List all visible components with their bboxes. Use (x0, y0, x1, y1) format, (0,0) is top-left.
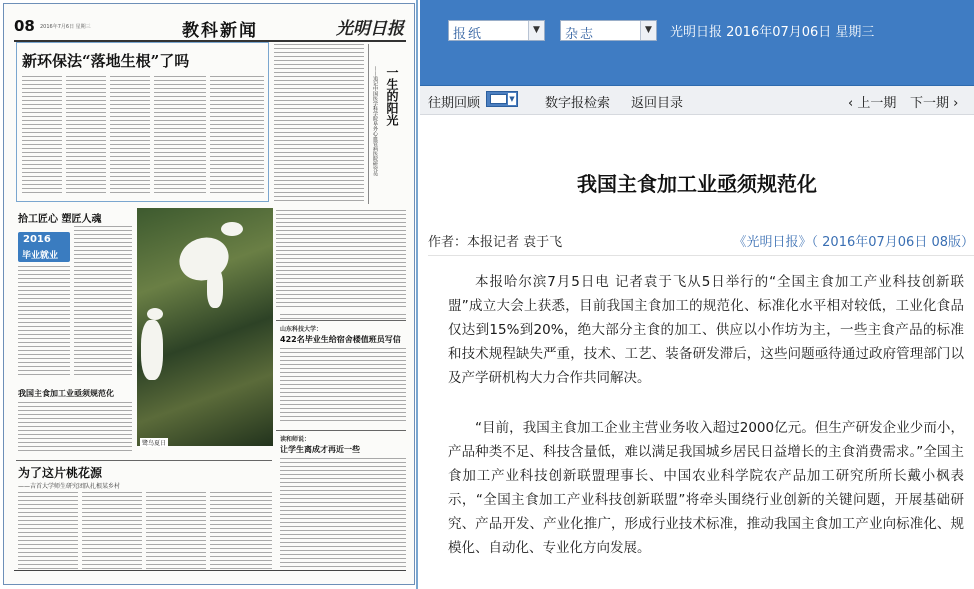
article-paragraph: “目前，我国主食加工企业主营业务收入超过2000亿元。但生产研发企业少而小，产品种类不足、科技含量低，难以满足我国城乡居民日益增长的主食消费需求。”全国主食加工产业科技创新联盟理事长、中国农业科学院农产品加工研究所所长戴小枫表示，“全国主食加工产业科技创新联盟”将牵头围绕行业创新的关键问题，开展基础研究、产品开发、产业化推广，形成行业技术标准，推动我国主食加工产业向标准化、规模化、自动化、专业化方向发展。 (448, 420, 964, 556)
peach-body (18, 492, 78, 572)
peach-body (82, 492, 142, 572)
readers-body (280, 458, 406, 568)
egret-bird (147, 308, 163, 320)
magazine-select[interactable] (560, 20, 657, 41)
right-column-text (276, 210, 406, 310)
back-issues-link[interactable]: 往期回顾 (428, 96, 481, 111)
article-byline: 作者：本报记者 袁于飞 (428, 235, 563, 250)
lead-story-body (210, 76, 264, 194)
calendar-icon (490, 94, 507, 104)
article-source-link[interactable]: 《光明日报》（ 2016年07月06日 08版） (733, 235, 974, 250)
readers-kicker: 读和师说： (280, 436, 311, 443)
photo-caption: 鹭鸟夏日 (142, 440, 167, 447)
craft-body (18, 266, 70, 376)
craft-headline[interactable]: 拾工匠心 塑匠人魂 (18, 214, 102, 225)
newspaper-date-line: 2016年7月6日 星期三 (40, 24, 91, 30)
newspaper-page-number: 08 (14, 17, 35, 35)
peach-headline[interactable]: 为了这片桃花源 (18, 466, 103, 480)
article-meta (428, 222, 974, 256)
article-paragraph: 本报哈尔滨7月5日电 记者袁于飞从5日举行的“全国主食加工产业科技创新联盟”成立大会上获悉，目前我国主食加工的规范化、标准化水平相对较低，工业化食品仅达到15%到20%，绝大部分主食的加工、供应以小作坊为主，一些主食产品的标准和技术规程缺失严重，技术、工艺、装备研发滞后，这些问题亟待通过政府管理部门以及产学研机构大力合作共同解决。 (448, 274, 964, 386)
vertical-subtitle: ——追记中国医学科学院阜外心血管病医院研究员 (372, 66, 378, 176)
chevron-down-icon[interactable]: ▼ (528, 21, 544, 40)
newspaper-select-value: 报纸 (453, 27, 484, 42)
newspaper-page-viewer[interactable] (0, 0, 418, 589)
newspaper-select[interactable] (448, 20, 545, 41)
university-kicker: 山东科技大学： (280, 326, 323, 333)
lead-story-body (22, 76, 62, 194)
egret-bird (207, 268, 223, 308)
lead-story-body (66, 76, 106, 194)
university-headline[interactable]: 422名毕业生给宿舍楼值班员写信 (280, 335, 401, 344)
newspaper-logo: 光明日报 (336, 19, 404, 39)
egret-bird (221, 222, 243, 236)
egret-bird (173, 231, 234, 288)
column-divider (368, 44, 369, 204)
egret-bird (141, 320, 163, 380)
badge-text: 毕业就业 (22, 251, 59, 261)
vertical-headline[interactable]: 一生的阳光 (385, 66, 399, 126)
section-divider (276, 320, 406, 321)
section-divider (16, 460, 272, 461)
university-body (280, 348, 406, 424)
right-column-text (274, 44, 364, 204)
staple-food-body (18, 402, 132, 452)
staple-food-headline[interactable]: 我国主食加工业亟须规范化 (18, 389, 114, 398)
lead-story-headline[interactable]: 新环保法“落地生根”了吗 (22, 52, 190, 70)
craft-body (74, 226, 132, 376)
graduation-badge (18, 232, 70, 262)
peach-body (210, 492, 272, 572)
previous-issue-link[interactable]: ‹ 上一期 (848, 96, 897, 111)
chevron-down-icon[interactable]: ▼ (640, 21, 656, 40)
navigation-bar (420, 86, 974, 115)
return-toc-link[interactable]: 返回目录 (631, 96, 684, 111)
magazine-select-value: 杂志 (565, 27, 596, 42)
newspaper-section-title: 教科新闻 (182, 21, 258, 41)
peach-body (146, 492, 206, 572)
calendar-picker-button[interactable] (486, 91, 518, 107)
egret-photo[interactable] (137, 208, 273, 446)
digital-search-link[interactable]: 数字报检索 (545, 96, 611, 111)
article-headline: 我国主食加工业亟须规范化 (577, 172, 817, 196)
lead-story-body (110, 76, 150, 194)
lead-story-body (154, 76, 206, 194)
next-issue-link[interactable]: 下一期 › (910, 96, 959, 111)
top-toolbar (420, 0, 974, 86)
newspaper-masthead (14, 14, 406, 42)
readers-headline[interactable]: 让学生离成才再近一些 (280, 445, 360, 454)
issue-date-label: 光明日报 2016年07月06日 星期三 (670, 25, 875, 40)
article-panel (420, 116, 974, 589)
section-divider (276, 430, 406, 431)
peach-subtitle: ——吉首大学师生研究团队扎根某乡村 (18, 483, 121, 490)
badge-year: 2016 (23, 234, 51, 245)
newspaper-page-image[interactable] (3, 3, 415, 585)
newspaper-footer (14, 570, 406, 578)
chevron-down-icon: ▼ (509, 95, 515, 103)
